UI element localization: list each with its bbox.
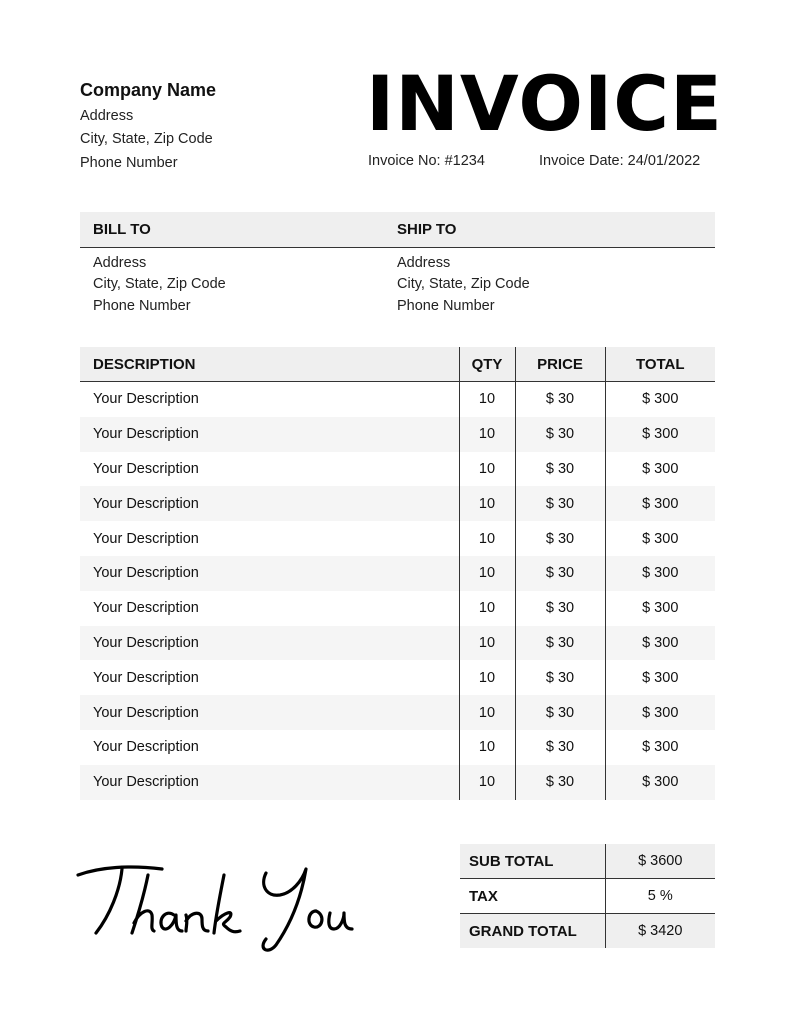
item-total: $ 300 xyxy=(605,521,715,556)
item-price: $ 30 xyxy=(515,486,605,521)
item-description: Your Description xyxy=(80,765,459,800)
item-description: Your Description xyxy=(80,486,459,521)
item-description: Your Description xyxy=(93,669,199,686)
item-description: Your Description xyxy=(80,695,459,730)
item-description: Your Description xyxy=(80,556,459,591)
item-total: $ 300 xyxy=(605,695,715,730)
totals-table xyxy=(460,844,715,948)
bill-to-city: City, State, Zip Code xyxy=(93,276,226,292)
ship-to-address: Address xyxy=(397,255,451,271)
table-row xyxy=(80,452,715,487)
invoice-title: INVOICE xyxy=(366,59,723,148)
tax-value: 5 % xyxy=(605,879,715,914)
company-city: City, State, Zip Code xyxy=(80,131,213,147)
bill-to-heading: BILL TO xyxy=(93,221,151,238)
item-total: $ 300 xyxy=(605,730,715,765)
items-header-row xyxy=(80,347,715,382)
header-price: PRICE xyxy=(515,347,605,382)
item-qty: 10 xyxy=(459,660,515,695)
item-total: $ 300 xyxy=(605,660,715,695)
bill-to-phone: Phone Number xyxy=(93,298,191,314)
item-price: $ 30 xyxy=(515,660,605,695)
table-row xyxy=(80,521,715,556)
table-row xyxy=(80,382,715,417)
item-price: $ 30 xyxy=(515,521,605,556)
item-qty: 10 xyxy=(459,626,515,661)
item-description: Your Description xyxy=(80,626,459,661)
item-description: Your Description xyxy=(80,417,459,452)
address-header-bar xyxy=(80,212,715,248)
header-description: DESCRIPTION xyxy=(80,347,459,382)
table-row xyxy=(80,556,715,591)
table-row xyxy=(80,417,715,452)
invoice-number: Invoice No: #1234 xyxy=(368,153,485,169)
subtotal-value: $ 3600 xyxy=(605,844,715,879)
ship-to-city: City, State, Zip Code xyxy=(397,276,530,292)
item-qty: 10 xyxy=(459,591,515,626)
item-description: Your Description xyxy=(93,600,199,617)
item-qty: 10 xyxy=(459,556,515,591)
item-qty: 10 xyxy=(459,695,515,730)
header-qty: QTY xyxy=(459,347,515,382)
table-row xyxy=(80,660,715,695)
table-row xyxy=(80,765,715,800)
ship-to-heading: SHIP TO xyxy=(397,221,457,238)
item-description: Your Description xyxy=(93,460,199,477)
ship-to-phone: Phone Number xyxy=(397,298,495,314)
item-price: $ 30 xyxy=(515,556,605,591)
thank-you-signature xyxy=(70,845,370,960)
item-total: $ 300 xyxy=(605,626,715,661)
item-price: $ 30 xyxy=(515,765,605,800)
company-phone: Phone Number xyxy=(80,155,178,171)
item-total: $ 300 xyxy=(605,417,715,452)
thank-you-text: Thank You xyxy=(70,945,76,946)
item-price: $ 30 xyxy=(515,452,605,487)
table-row xyxy=(80,591,715,626)
item-qty: 10 xyxy=(459,765,515,800)
item-price: $ 30 xyxy=(515,591,605,626)
grand-total-row xyxy=(460,914,715,949)
table-row xyxy=(80,695,715,730)
item-price: $ 30 xyxy=(515,417,605,452)
table-row xyxy=(80,730,715,765)
grand-total-value: $ 3420 xyxy=(605,914,715,949)
company-address: Address xyxy=(80,108,134,124)
item-total: $ 300 xyxy=(605,556,715,591)
subtotal-label: SUB TOTAL xyxy=(460,844,605,879)
item-qty: 10 xyxy=(459,521,515,556)
item-price: $ 30 xyxy=(515,695,605,730)
item-qty: 10 xyxy=(459,452,515,487)
item-price: $ 30 xyxy=(515,382,605,417)
item-price: $ 30 xyxy=(515,626,605,661)
item-qty: 10 xyxy=(459,730,515,765)
company-name: Company Name xyxy=(80,80,217,100)
item-total: $ 300 xyxy=(605,591,715,626)
item-total: $ 300 xyxy=(605,765,715,800)
item-total: $ 300 xyxy=(605,382,715,417)
item-qty: 10 xyxy=(459,382,515,417)
header-total: TOTAL xyxy=(605,347,715,382)
item-description: Your Description xyxy=(93,530,199,547)
item-price: $ 30 xyxy=(515,730,605,765)
item-description: Your Description xyxy=(93,739,199,756)
bill-to-address: Address xyxy=(93,255,147,271)
item-qty: 10 xyxy=(459,417,515,452)
item-total: $ 300 xyxy=(605,452,715,487)
subtotal-row xyxy=(460,844,715,879)
item-description: Your Description xyxy=(93,391,199,408)
tax-label: TAX xyxy=(460,879,605,914)
items-table xyxy=(80,347,715,800)
table-row xyxy=(80,486,715,521)
item-total: $ 300 xyxy=(605,486,715,521)
invoice-date: Invoice Date: 24/01/2022 xyxy=(539,153,701,169)
table-row xyxy=(80,626,715,661)
tax-row xyxy=(460,879,715,914)
grand-total-label: GRAND TOTAL xyxy=(469,922,577,940)
item-qty: 10 xyxy=(459,486,515,521)
